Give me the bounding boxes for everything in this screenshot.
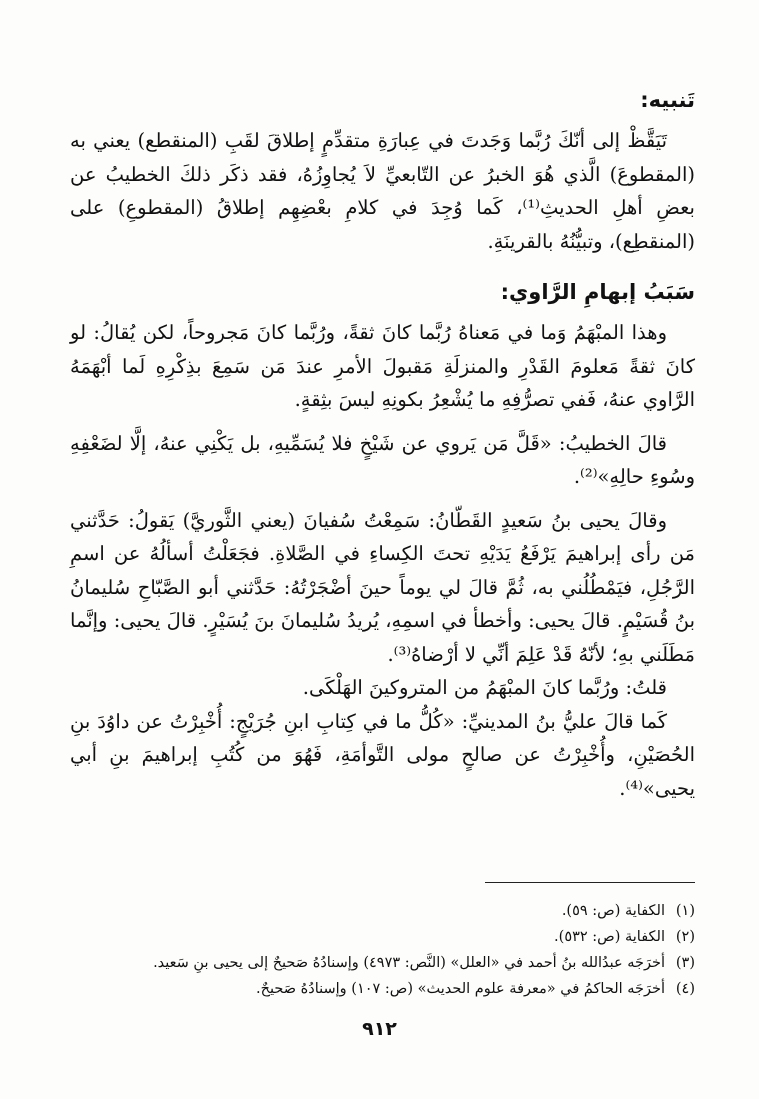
footnote-number: (٤) bbox=[675, 981, 695, 997]
main-text bbox=[70, 80, 695, 805]
paragraph-khatib: قالَ الخطيبُ: «قَلَّ مَن يَروي عن شَيْخٍ فلا يُسَمِّيهِ، بل يَكْنِي عنهُ، إلَّا لضَعْفِهِ وسُوءِ حالِهِ»⁽²⁾. bbox=[70, 431, 695, 488]
heading-tanbih: تَنبيه: bbox=[640, 88, 695, 112]
page-number: ٩١٢ bbox=[362, 1018, 397, 1040]
footnote-text: أخرَجَه عبدُالله بنُ أحمد في «العلل» (النَّص: ٤٩٧٣) وإسنادُهُ صَحيحٌ إلى يحيى بنِ سَعيد. bbox=[153, 955, 665, 971]
footnote-number: (٣) bbox=[675, 955, 695, 971]
heading-sabab: سَبَبُ إبهامِ الرَّاوي: bbox=[500, 280, 695, 304]
footnote-1 bbox=[70, 898, 695, 924]
footnote-text: أخرَجَه الحاكمُ في «معرفة علوم الحديث» (ص: ١٠٧) وإسنادُهُ صَحيحٌ. bbox=[256, 981, 665, 997]
footnote-2 bbox=[70, 924, 695, 950]
footnote-3 bbox=[70, 950, 695, 976]
paragraph-yahya: وقالَ يحيى بنُ سَعيدٍ القَطّانُ: سَمِعْتُ سُفيانَ (يعني الثَّوريَّ) يَقولُ: حَدَّثني مَن رأى إبراهيمَ يَرْفَعُ يَدَيْهِ تحتَ الكِساءِ في الصَّلاةِ. فجَعَلْتُ أسألُهُ عن اسمِ الرَّجُلِ، فيَمْطُلُني به، ثُمَّ قالَ لي يوماً حينَ أضْجَرْتُهُ: حَدَّثني أبو الصَّبّاحِ سُليمانُ بنُ قُسَيْمٍ. قالَ يحيى: وأخطأ في اسمِهِ، يُريدُ سُليمانَ بنَ يُسَيْرٍ. قالَ يحيى: وإنَّما مَطَلَني بهِ؛ لأنّهُ قَدْ عَلِمَ أنِّي لا أرْضاهُ⁽³⁾. bbox=[70, 508, 695, 666]
paragraph-qultu: قلتُ: ورُبَّما كانَ المبْهَمُ من المتروكينَ الهَلْكَى. bbox=[302, 676, 667, 699]
footnote-text: الكفاية (ص: ٥٣٢). bbox=[554, 929, 665, 945]
footnote-number: (٢) bbox=[675, 929, 695, 945]
paragraph-tanbih: تَيَقَّظْ إلى أنّكَ رُبَّما وَجَدتَ في عِبارَةِ متقدِّمٍ إطلاقَ لقَبِ (المنقطع) يعني به (المقطوعَ) الَّذي هُوَ الخبرُ عن التّابعيِّ لاَ يُجاوِزُهُ، فقد ذكَر ذلكَ الخطيبُ عن بعضِ أهلِ الحديثِ⁽¹⁾، كَما وُجِدَ في كلامِ بعْضِهِم إطلاقُ (المقطوعِ) على (المنقطِع)، وتبيُّنُهُ بالقرينَةِ. bbox=[70, 129, 695, 253]
footnotes bbox=[70, 898, 695, 1002]
footnote-number: (١) bbox=[675, 903, 695, 919]
paragraph-mubham: وهذا المبْهَمُ وَما في مَعناهُ رُبَّما كانَ ثقةً، ورُبَّما كانَ مَجروحاً، لكن يُقالُ: لو كانَ ثقةً مَعلومَ القَدْرِ والمنزلَةِ مَقبولَ الأمرِ عندَ مَن سَمِعَ بذِكْرِهِ لَما أبْهَمَهُ الرَّاوي عنهُ، فَفي تصرُّفِهِ ما يُشْعِرُ بكونِهِ ليسَ بثِقةٍ. bbox=[70, 321, 695, 411]
footnote-divider bbox=[485, 882, 695, 883]
footnote-text: الكفاية (ص: ٥٩). bbox=[561, 903, 665, 919]
paragraph-madini: كَما قالَ عليُّ بنُ المدينيِّ: «كُلُّ ما في كِتابِ ابنِ جُرَيْجٍ: أُخْبِرْتُ عن داوُدَ بنِ الحُصَيْنِ، وأُخْبِرْتُ عن صالحٍ مولى التَّوأمَةِ، فَهُوَ من كُتُبِ إبراهيمَ بنِ أبي يحيى»⁽⁴⁾. bbox=[70, 709, 695, 800]
footnote-4 bbox=[70, 976, 695, 1002]
